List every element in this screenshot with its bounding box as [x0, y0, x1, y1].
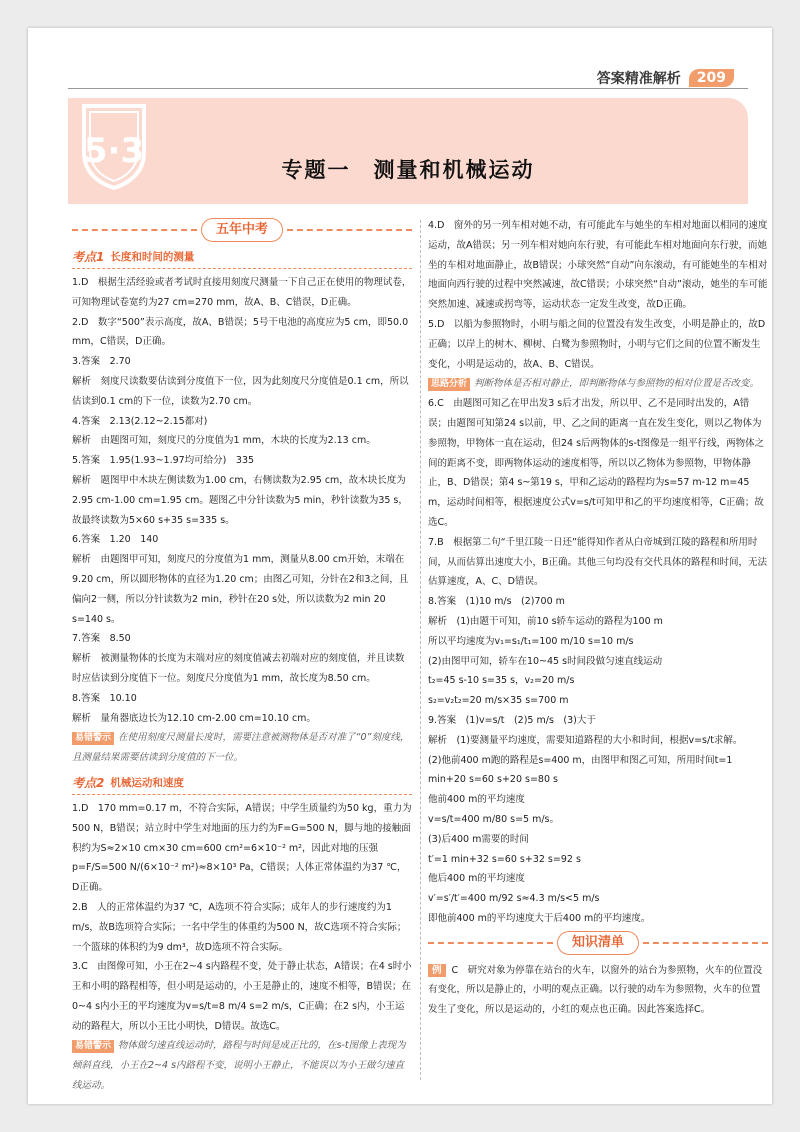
answer-item: 7.B 根据第二句“千里江陵一日还”能得知作者从白帝城到江陵的路程和所用时间，从而估算出速度大小，B正确。其他三句均没有交代具体的路程和时间，无法估算速度，A、C、D错误。	[428, 536, 768, 588]
answer-list-right-b	[428, 394, 768, 929]
header-section-title: 答案精准解析	[596, 71, 681, 87]
answer-item: 解析 被测量物体的长度为末端对应的刻度值减去初端对应的刻度值，并且读数时应估读到分度值下一位。刻度尺分度值为1 mm，故长度为8.50 cm。	[72, 653, 405, 684]
page	[28, 28, 772, 1104]
answer-item: 4.D 窗外的另一列车相对她不动，有可能此车与她坐的车相对地面以相同的速度运动，故A错误；另一列车相对她向东行驶，有可能此车相对地面向东行驶，而她坐的车相对地面静止，故B错误；小球突然“自动”向东滚动，有可能她坐的车相对地面向西行驶的过程中突然减速，故C错误；小球突然“自动”滚动，她坐的车可能突然加速、减速或拐弯等，运动状态一定发生改变，故D正确。	[428, 220, 768, 311]
answer-item: (2)由图甲可知，轿车在10~45 s时间段做匀速直线运动	[428, 655, 663, 667]
answer-item: 解析 (1)由题干可知，前10 s轿车运动的路程为100 m	[428, 615, 663, 627]
section-title: 知识清单	[557, 931, 639, 955]
answer-item: 7.答案 8.50	[72, 633, 131, 645]
answer-item: s₂=v₂t₂=20 m/s×35 s=700 m	[428, 695, 569, 707]
page-title: 专题一 测量和机械运动	[281, 158, 535, 182]
error-tip: 易错警示 物体做匀速直线运动时，路程与时间是成正比的，在s-t图像上表现为倾斜直线，小王在2~4 s内路程不变，说明小王静止，不能误以为小王做匀速直线运动。	[72, 1040, 406, 1092]
answer-item: 他前400 m的平均速度	[428, 794, 525, 806]
section-header-five-year	[72, 218, 412, 242]
answer-item: 解析 由题图可知，刻度尺的分度值为1 mm，木块的长度为2.13 cm。	[72, 435, 376, 447]
answer-item: 2.D 数字“500”表示高度，故A、B错误；5号干电池的高度应为5 cm，即50.0 mm，C错误，D正确。	[72, 316, 409, 348]
answer-item: t′=1 min+32 s=60 s+32 s=92 s	[428, 853, 581, 865]
thinking-tip: 思路分析 判断物体是否相对静止，即判断物体与参照物的相对位置是否改变。	[428, 374, 768, 394]
answer-item: 4.答案 2.13(2.12~2.15都对)	[72, 415, 208, 427]
answer-item: 6.C 由题图可知乙在甲出发3 s后才出发，所以甲、乙不是同时出发的，A错误；由题图可知第24 s以前，甲、乙之间的距离一直在发生变化，则以乙物体为参照物，甲物体一直在运动，但24 s后两物体的s-t图像是一组平行线，两物体之间的距离不变，即两物体运动的速度相等，所以以乙物体为参照物，甲物体静止，B、D错误；第4 s~第19 s，甲和乙运动的路程均为s=57 m-12 m=45 m，运动时间相等，根据速度公式v=s/t可知甲和乙的平均速度相等，C正确；故选C。	[428, 398, 765, 528]
answer-item: 所以平均速度为v₁=s₁/t₁=100 m/10 s=10 m/s	[428, 635, 634, 647]
svg-text:5·3: 5·3	[83, 131, 145, 171]
answer-item: 解析 量角器底边长为12.10 cm-2.00 cm=10.10 cm。	[72, 712, 316, 724]
answer-item: 5.D 以船为参照物时，小明与船之间的位置没有发生改变，小明是静止的，故D正确；以岸上的树木、柳树、白鹭为参照物时，小明与它们之间的位置不断发生变化，小明是运动的，故A、B、C错误。	[428, 318, 766, 370]
answer-item: 8.答案 10.10	[72, 692, 137, 704]
answer-item: 2.B 人的正常体温约为37 ℃，A选项不符合实际；成年人的步行速度约为1 m/s，故B选项符合实际；一名中学生的体重约为500 N，故C选项不符合实际；一个篮球的体积约为9 dm³，故D选项不符合实际。	[72, 901, 407, 953]
header-divider	[68, 88, 748, 89]
answer-list-kp2	[72, 799, 412, 1037]
answer-item: 解析 刻度尺读数要估读到分度值下一位，因为此刻度尺分度值是0.1 cm，所以估读到0.1 cm的下一位，读数为2.70 cm。	[72, 375, 409, 407]
answer-list-kp1	[72, 273, 412, 728]
answer-item: 1.D 170 mm=0.17 m，不符合实际，A错误；中学生质量约为50 kg，重力为500 N，B错误；站立时中学生对地面的压力约为F=G=500 N，脚与地的接触面积约为S≈2×10 cm×30 cm=600 cm²=6×10⁻² m²，因此对地的压强p=F/S=500 N/(6×10⁻² m²)≈8×10³ Pa，C错误；人体正常体温约为37 ℃，D正确。	[72, 802, 412, 894]
title-banner	[68, 98, 748, 204]
answer-item: 6.答案 1.20 140	[72, 534, 159, 546]
answer-list-right-a	[428, 216, 768, 374]
answer-item: 1.D 根据生活经验或者考试时直接用刻度尺测量一下自己正在使用的物理试卷，可知物理试卷宽约为27 cm=270 mm，故A、B、C错误，D正确。	[72, 277, 412, 308]
brand-logo-icon	[76, 100, 152, 190]
answer-item: v′=s′/t′=400 m/92 s≈4.3 m/s<5 m/s	[428, 893, 600, 905]
answer-item: 9.答案 (1)v=s/t (2)5 m/s (3)大于	[428, 714, 596, 726]
answer-item: t₂=45 s-10 s=35 s，v₂=20 m/s	[428, 675, 575, 687]
answer-item: 3.C 由图像可知，小王在2~4 s内路程不变，处于静止状态，A错误；在4 s时小王和小明的路程相等，但小明是运动的，小王是静止的，速度不相等，B错误；在0~4 s内小王的平均速度为v=s/t=8 m/4 s=2 m/s，C正确；在2 s内，小王运动的路程大，所以小王比小明快，D错误。故选C。	[72, 961, 412, 1032]
page-header	[597, 68, 734, 88]
answer-item: (3)后400 m需要的时间	[428, 833, 529, 845]
answer-item: (2)他前400 m跑的路程是s=400 m，由图甲和图乙可知，所用时间t=1 min+20 s=60 s+20 s=80 s	[428, 754, 733, 786]
answer-item: 解析 由题图甲可知，刻度尺的分度值为1 mm，测量从8.00 cm开始，末端在9.20 cm，所以圆形物体的直径为1.20 cm；由图乙可知，分针在2和3之间，且偏向2一侧，所以分针读数为2 min，秒针在20 s处，所以读数为2 min 20 s=140 s。	[72, 554, 409, 625]
section-header-knowledge-list	[428, 931, 768, 955]
column-divider	[420, 220, 421, 1080]
answer-item: 解析 题图甲中木块左侧读数为1.00 cm，右侧读数为2.95 cm，故木块长度为2.95 cm-1.00 cm=1.95 cm。题图乙中分针读数为5 min，秒针读数为35 s，故最终读数为5×60 s+35 s=335 s。	[72, 474, 408, 526]
answer-item: v=s/t=400 m/80 s=5 m/s。	[428, 813, 560, 825]
answer-item: 即他前400 m的平均速度大于后400 m的平均速度。	[428, 912, 651, 924]
knowledge-point-2: 考点2 机械运动和速度	[72, 774, 412, 795]
answer-item: 他后400 m的平均速度	[428, 873, 525, 885]
page-number: 209	[689, 69, 734, 87]
answer-item: 5.答案 1.95(1.93~1.97均可给分) 335	[72, 455, 255, 467]
example-answer: 例 C 研究对象为停靠在站台的火车，以窗外的站台为参照物，火车的位置没有变化，所以是静止的，小明的观点正确。以行驶的动车为参照物，火车的位置发生了变化，所以是运动的，小红的观点也正确。因此答案选择C。	[428, 964, 763, 1016]
knowledge-point-1: 考点1 长度和时间的测量	[72, 248, 412, 269]
right-column	[428, 216, 768, 1020]
answer-item: 解析 (1)要测量平均速度，需要知道路程的大小和时间，根据v=s/t求解。	[428, 734, 743, 746]
error-tip: 易错警示 在使用刻度尺测量长度时，需要注意被测物体是否对准了“0”刻度线，且测量结果需要估读到分度值的下一位。	[72, 732, 410, 764]
answer-item: 3.答案 2.70	[72, 356, 131, 368]
section-title: 五年中考	[201, 218, 283, 242]
left-column	[72, 216, 412, 1096]
answer-item: 8.答案 (1)10 m/s (2)700 m	[428, 596, 565, 608]
